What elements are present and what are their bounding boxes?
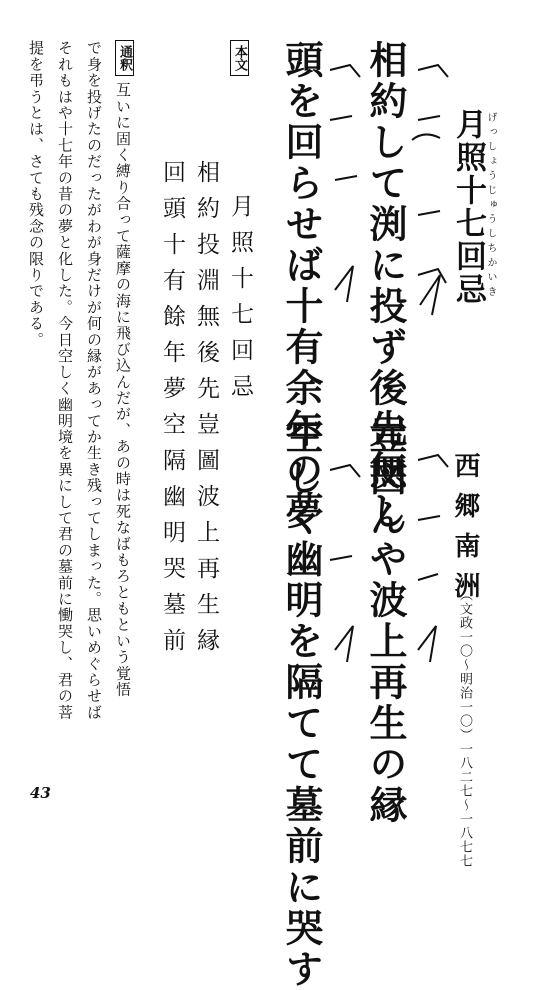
translation-line-2: で身を投げたのだったがわが身だけが何の縁があってか生き残ってしまった。思いめぐらせば [85,40,103,721]
kanbun-line-3: 豈圖波上再生縁 [193,412,219,664]
kanbun-line-1: 相約投淵無後先 [193,160,219,412]
translation-line-3: それもはや十七年の昔の夢と化した。今日空しく幽明境を異にして君の墓前に慟哭し、君の菩 [56,40,74,721]
poem-title-reading: げっしょうじゅうしちかいき [485,112,496,301]
section-label-tsuuyaku: 通釈 [115,40,134,76]
kanbun-line-2: 回頭十有餘年夢 [159,160,185,412]
section-label-honbun: 本文 [230,40,249,76]
author-name: 西郷南洲 [450,452,480,612]
poem-line-4: 空しく幽明を隔てて墓前に哭す [279,416,324,990]
poem-line-1: 相約して渕に投ず後先無し [363,40,408,532]
poem-line-3: 豈図んや波上再生の縁 [363,416,408,826]
page-number: 43 [30,784,51,802]
author-dates: （文政一〇〜明治一〇）一八二七〜一八七七 [457,588,472,868]
kanbun-line-4: 空隔幽明哭墓前 [159,412,185,664]
translation-line-4: 提を弔うとは、さても残念の限りである。 [27,40,45,348]
poem-title: 月照十七回忌 [450,108,486,306]
translation-line-1: 互いに固く縛り合って薩摩の海に飛び込んだが、あの時は死なばもろともという覚悟 [114,82,132,698]
poem-line-2: 頭を回らせば十有余年の夢 [279,40,324,532]
kanbun-title: 月照十七回忌 [227,194,253,410]
